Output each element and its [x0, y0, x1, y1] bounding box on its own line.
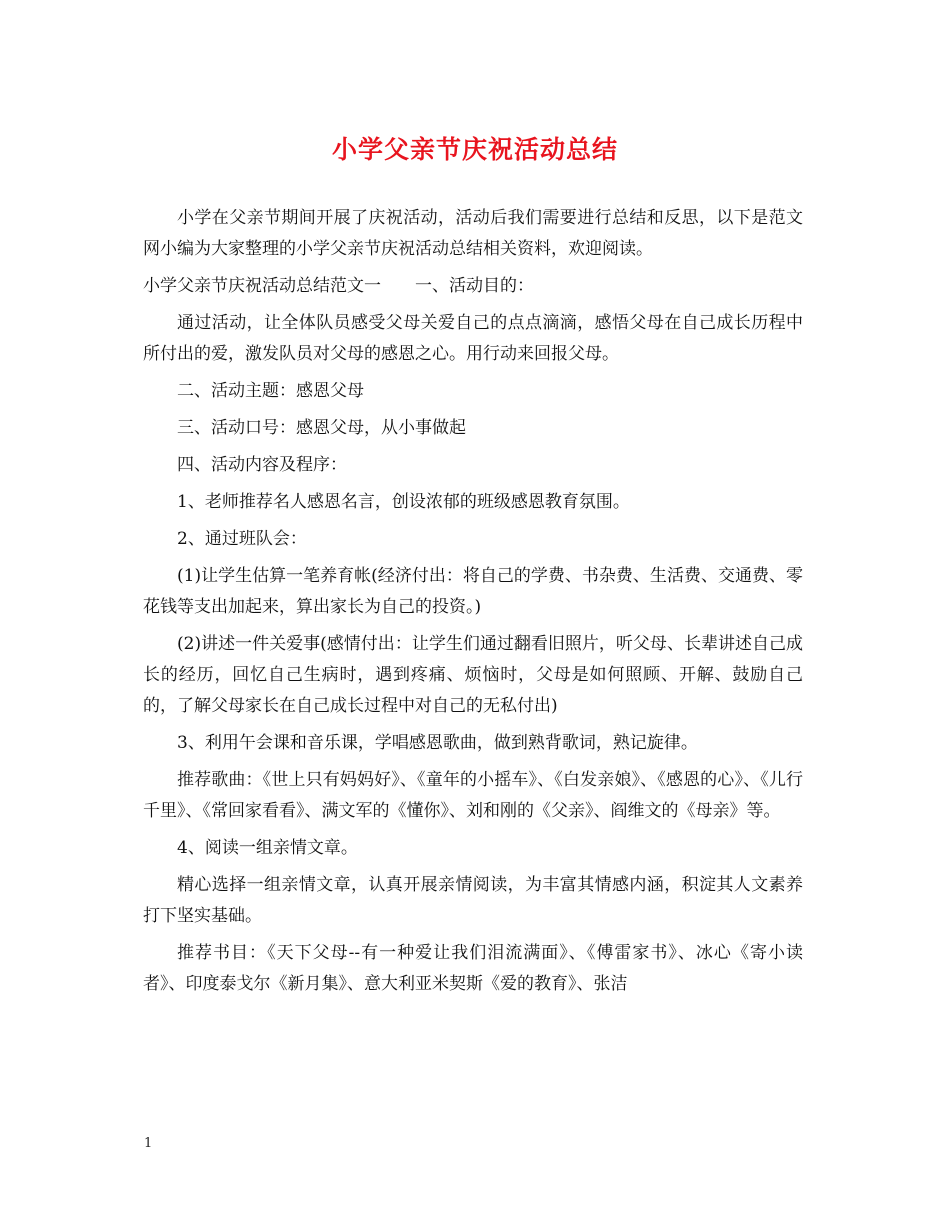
paragraph-purpose: 通过活动，让全体队员感受父母关爱自己的点点滴滴，感悟父母在自己成长历程中所付出的爱，激发队员对父母的感恩之心。用行动来回报父母。 [143, 313, 803, 364]
paragraph-theme: 二、活动主题：感恩父母 [177, 381, 364, 401]
paragraph-item-2-2: (2)讲述一件关爱事(感情付出：让学生们通过翻看旧照片，听父母、长辈讲述自己成长的经历，回忆自己生病时，遇到疼痛、烦恼时，父母是如何照顾、开解、鼓励自己的，了解父母家长在自己成长过程中对自己的无私付出) [143, 634, 803, 716]
paragraph-item-2-1: (1)让学生估算一笔养育帐(经济付出：将自己的学费、书杂费、生活费、交通费、零花钱等支出加起来，算出家长为自己的投资。) [143, 566, 803, 617]
paragraph-item-2: 2、通过班队会： [177, 529, 307, 549]
paragraph-intro: 小学在父亲节期间开展了庆祝活动，活动后我们需要进行总结和反思，以下是范文网小编为大家整理的小学父亲节庆祝活动总结相关资料，欢迎阅读。 [143, 208, 803, 259]
paragraph-slogan: 三、活动口号：感恩父母，从小事做起 [177, 418, 466, 438]
paragraph-books: 推荐书目：《天下父母--有一种爱让我们泪流满面》、《傅雷家书》、冰心《寄小读者》、印度泰戈尔《新月集》、意大利亚米契斯《爱的教育》、张洁 [143, 943, 803, 994]
document-body [143, 203, 803, 1006]
document-title: 小学父亲节庆祝活动总结 [331, 135, 618, 164]
page-number: 1 [144, 1136, 153, 1151]
paragraph-reading: 精心选择一组亲情文章，认真开展亲情阅读，为丰富其情感内涵，积淀其人文素养打下坚实基础。 [143, 875, 803, 926]
paragraph-songs: 推荐歌曲：《世上只有妈妈好》、《童年的小摇车》、《白发亲娘》、《感恩的心》、《儿行千里》、《常回家看看》、满文军的《懂你》、刘和刚的《父亲》、阎维文的《母亲》等。 [143, 770, 803, 821]
paragraph-item-1: 1、老师推荐名人感恩名言，创设浓郁的班级感恩教育氛围。 [177, 492, 630, 512]
paragraph-section-heading: 小学父亲节庆祝活动总结范文一 一、活动目的： [143, 276, 534, 296]
paragraph-content-heading: 四、活动内容及程序： [177, 455, 347, 475]
paragraph-item-4: 4、阅读一组亲情文章。 [177, 838, 358, 858]
paragraph-item-3: 3、利用午会课和音乐课，学唱感恩歌曲，做到熟背歌词，熟记旋律。 [177, 733, 698, 753]
